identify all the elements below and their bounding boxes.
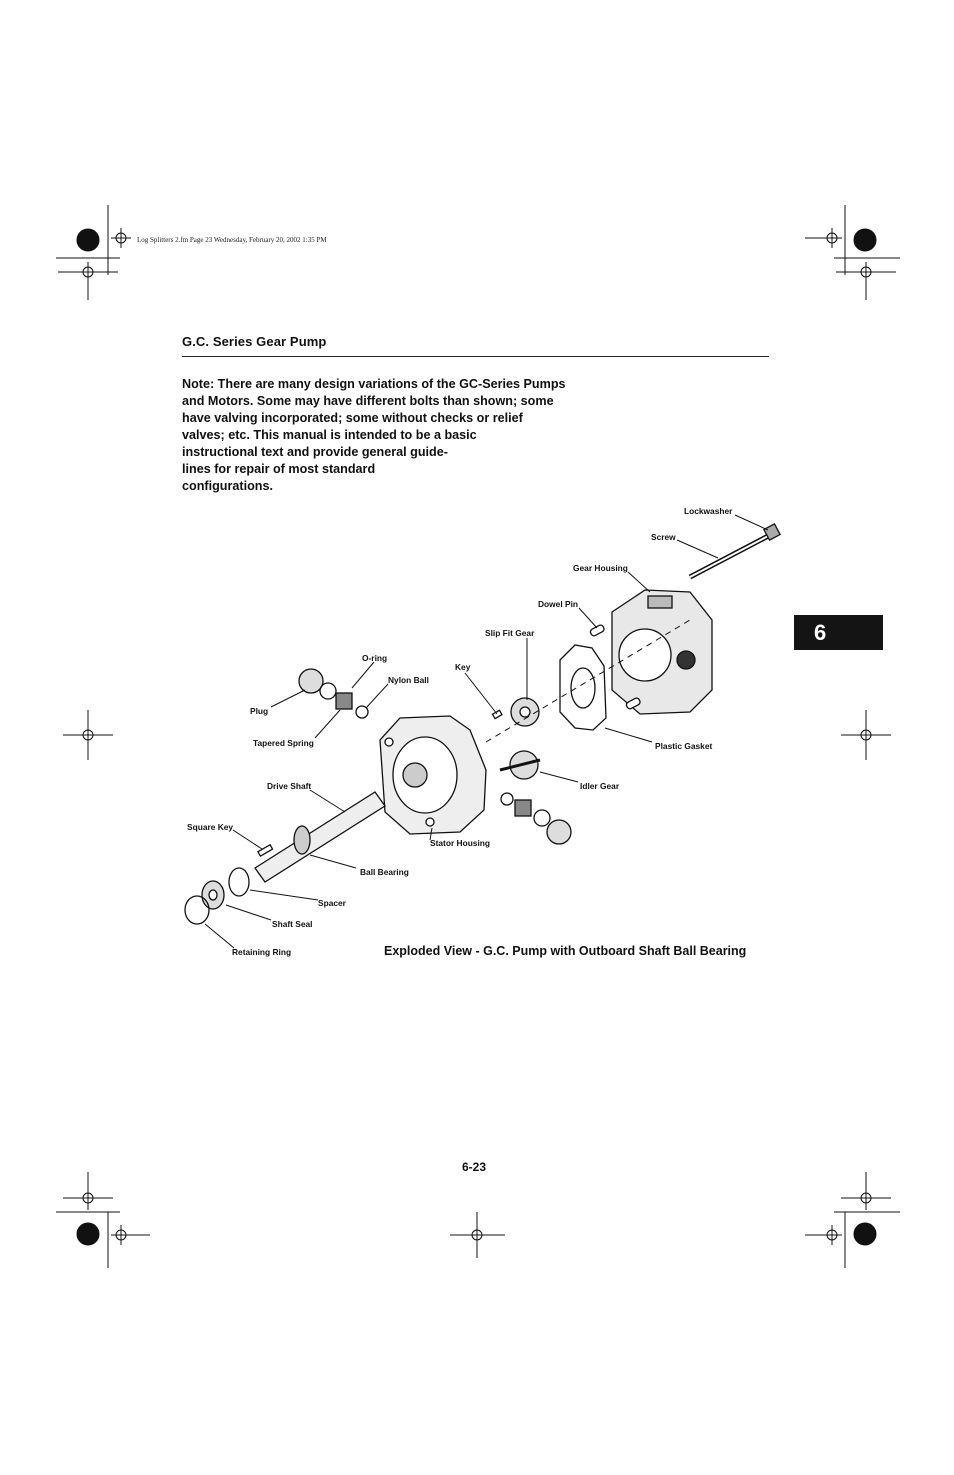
tapered-spring-part [515,800,531,816]
label-gear-housing: Gear Housing [573,563,628,573]
plug-part [547,820,571,844]
leader-lines [205,515,768,948]
registration-marks [56,205,900,1268]
idler-gear-part [500,751,540,779]
label-tapered-spring: Tapered Spring [253,738,314,748]
label-ball-bearing: Ball Bearing [360,867,409,877]
label-screw: Screw [651,532,676,542]
note-line: Note: There are many design variations of the GC-Series Pumps [182,377,566,391]
label-idler-gear: Idler Gear [580,781,620,791]
spacer-part [229,868,249,896]
retaining-ring-part [185,896,209,924]
print-header: Log Splitters 2.fm Page 23 Wednesday, February 20, 2002 1:35 PM [137,236,327,244]
dowel-pin-part [589,624,605,637]
label-dowel-pin: Dowel Pin [538,599,579,609]
label-shaft-seal: Shaft Seal [272,919,313,929]
label-spacer: Spacer [318,898,346,908]
square-key-part [258,845,273,856]
page-number: 6-23 [462,1160,487,1174]
stator-housing-part [380,716,486,834]
nylon-ball-part [501,793,513,805]
key-part [493,710,502,718]
note-line: valves; etc. This manual is intended to be a basic [182,428,477,442]
note-line: have valving incorporated; some without checks or relief [182,411,523,425]
chapter-tab: 6 [794,615,883,650]
o-ring-part [534,810,550,826]
section-title: G.C. Series Gear Pump [182,334,327,349]
note-line: and Motors. Some may have different bolts than shown; some [182,394,554,408]
label-key: Key [455,662,471,672]
tapered-spring-part [336,693,352,709]
label-stator-housing: Stator Housing [430,838,491,848]
plastic-gasket-part [560,645,606,730]
gear-housing-part [612,590,712,714]
label-slip-fit-gear: Slip Fit Gear [485,628,535,638]
note-line: instructional text and provide general guide- [182,445,448,459]
plug-part [299,669,323,693]
note-line: configurations. [182,479,273,493]
diagram-caption: Exploded View - G.C. Pump with Outboard Shaft Ball Bearing [384,944,747,958]
label-retaining-ring: Retaining Ring [232,947,292,957]
label-square-key: Square Key [187,822,234,832]
o-ring-part [320,683,336,699]
label-drive-shaft: Drive Shaft [267,781,312,791]
label-plug: Plug [250,706,269,716]
note-line: lines for repair of most standard [182,462,376,476]
label-o-ring: O-ring [362,653,388,663]
label-nylon-ball: Nylon Ball [388,675,429,685]
label-lockwasher: Lockwasher [684,506,733,516]
slip-fit-gear-part [511,698,539,726]
ball-bearing-part [294,826,310,854]
screw-part [690,524,780,577]
label-plastic-gasket: Plastic Gasket [655,741,713,751]
